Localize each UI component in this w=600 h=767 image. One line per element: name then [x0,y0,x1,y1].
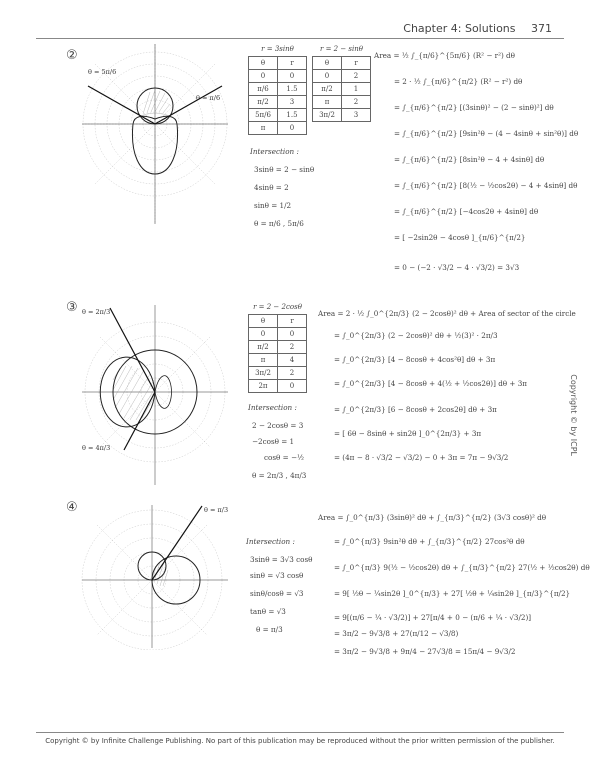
table-cell: 1 [342,83,371,96]
math-line: Area = 2 · ½ ∫_0^{2π/3} (2 − 2cosθ)² dθ + Area of sector of the circle [318,309,576,318]
theta-label: θ = 5π/6 [88,68,117,76]
math-line: = [ −2sin2θ − 4cosθ ]_{π/6}^{π/2} [394,233,526,242]
theta-label: θ = π/3 [204,506,229,514]
table-cell: 1.5 [278,83,307,96]
math-line: = ∫_0^{π/3} 9sin²θ dθ + ∫_{π/3}^{π/2} 27cos²θ dθ [334,537,525,546]
intersection-heading: Intersection : [246,537,295,546]
table-cell: 3 [342,109,371,122]
math-line: tanθ = √3 [250,607,286,616]
math-line: = ∫_{π/6}^{π/2} [−4cos2θ + 4sinθ] dθ [394,207,539,216]
table-cell: 3π/2 [249,367,278,380]
table-cell: 0 [278,122,307,135]
math-line: = ∫_{π/6}^{π/2} [8(½ − ½cos2θ) − 4 + 4sinθ] dθ [394,181,578,190]
polar-graph-problem-2 [80,44,230,234]
footer-rule [36,732,564,733]
table-cell: π/2 [249,341,278,354]
problem-number-2: ② [66,48,78,63]
footer-copyright: Copyright © by Infinite Challenge Publishing. No part of this publication may be reproduced without the prior written permission of the publisher. [45,737,555,745]
table-head: θ [249,57,278,70]
math-line: 3sinθ = 2 − sinθ [254,165,315,174]
intersection-work-2 [250,148,370,248]
theta-label: θ = π/6 [196,94,221,102]
intersection-work-3 [248,404,328,494]
math-line: = ∫_0^{2π/3} (2 − 2cosθ)² dθ + ½(3)² · 2π/3 [334,331,498,340]
value-table-2-minus-sin [312,45,371,122]
table-cell: 0 [249,328,278,341]
intersection-work-4 [246,538,326,648]
problem-number-4: ④ [66,500,78,515]
math-line: 2 − 2cosθ = 3 [252,421,304,430]
math-line: −2cosθ = 1 [252,437,295,446]
math-line: cosθ = −½ [264,453,304,462]
polar-graph-problem-3 [80,300,230,490]
header-rule [36,38,564,39]
table-head: θ [249,315,278,328]
math-line: 4sinθ = 2 [254,183,289,192]
table-cell: π [249,354,278,367]
math-line: = ∫_{π/6}^{π/2} [8sin²θ − 4 + 4sinθ] dθ [394,155,545,164]
table-cell: 3 [278,96,307,109]
theta-label: θ = 2π/3 [82,308,111,316]
math-line: = [ 6θ − 8sinθ + sin2θ ]_0^{2π/3} + 3π [334,429,482,438]
table-cell: 5π/6 [249,109,278,122]
math-line: = 9[(π/6 − ¼ · √3/2)] + 27[π/4 + 0 − (π/6 + ¼ · √3/2)] [334,613,532,622]
table-head: θ [313,57,342,70]
math-line: θ = 2π/3 , 4π/3 [252,471,307,480]
intersection-heading: Intersection : [250,147,299,156]
page-number: 371 [531,22,552,35]
math-line: = 3π/2 − 9√3/8 + 9π/4 − 27√3/8 = 15π/4 − 9√3/2 [334,647,516,656]
table-caption: r = 2 − sinθ [320,45,363,53]
math-line: sinθ = √3 cosθ [250,571,304,580]
math-line: sinθ = 1/2 [254,201,292,210]
table-cell: π/2 [313,83,342,96]
side-copyright: Copyright © by ICPL [569,374,578,456]
table-cell: π [313,96,342,109]
polar-graph-problem-4 [80,500,230,650]
table-head: r [278,315,307,328]
table-head: r [278,57,307,70]
table-cell: 2 [342,70,371,83]
table-cell: 2 [278,341,307,354]
value-table-2-minus-2cos [248,303,307,393]
intersection-heading: Intersection : [248,403,297,412]
math-line: = ∫_{π/6}^{π/2} [9sin²θ − (4 − 4sinθ + sin²θ)] dθ [394,129,579,138]
table-cell: π [249,122,278,135]
value-table-3sin [248,45,307,135]
table-caption: r = 2 − 2cosθ [253,303,302,311]
math-line: = (4π − 8 · √3/2 − √3/2) − 0 + 3π = 7π − 9√3/2 [334,453,509,462]
table-cell: 2 [278,367,307,380]
math-line: = ∫_0^{2π/3} [4 − 8cosθ + 4cos²θ] dθ + 3π [334,355,496,364]
math-line: Area = ∫_0^{π/3} (3sinθ)² dθ + ∫_{π/3}^{π/2} (3√3 cosθ)² dθ [318,513,547,522]
problem-number-3: ③ [66,300,78,315]
table-cell: π/2 [249,96,278,109]
table-cell: 0 [278,328,307,341]
area-work-2 [374,51,579,282]
table-cell: 2 [342,96,371,109]
table-cell: 1.5 [278,109,307,122]
theta-label: θ = 4π/3 [82,444,111,452]
table-cell: 3π/2 [313,109,342,122]
math-line: θ = π/3 [256,625,283,634]
math-line: 3sinθ = 3√3 cosθ [250,555,313,564]
table-cell: 0 [278,380,307,393]
table-cell: 4 [278,354,307,367]
math-line: = ∫_0^{2π/3} [6 − 8cosθ + 2cos2θ] dθ + 3π [334,405,497,414]
math-line: = 3π/2 − 9√3/8 + 27(π/12 − √3/8) [334,629,459,638]
math-line: = 9[ ½θ − ¼sin2θ ]_0^{π/3} + 27[ ½θ + ¼sin2θ ]_{π/3}^{π/2} [334,589,571,598]
table-head: r [342,57,371,70]
math-line: θ = π/6 , 5π/6 [254,219,304,228]
math-line: = ∫_0^{2π/3} [4 − 8cosθ + 4(½ + ½cos2θ)] dθ + 3π [334,379,528,388]
math-line: Area = ½ ∫_{π/6}^{5π/6} (R² − r²) dθ [374,51,515,60]
area-work-4 [318,513,590,664]
math-line: sinθ/cosθ = √3 [250,589,304,598]
math-line: = 0 − (−2 · √3/2 − 4 · √3/2) = 3√3 [394,263,520,272]
table-cell: π/6 [249,83,278,96]
table-cell: 0 [249,70,278,83]
math-line: = ∫_0^{π/3} 9(½ − ½cos2θ) dθ + ∫_{π/3}^{π/2} 27(½ + ½cos2θ) dθ [334,563,590,572]
page-header [391,22,552,35]
table-cell: 0 [313,70,342,83]
math-line: = ∫_{π/6}^{π/2} [(3sinθ)² − (2 − sinθ)²] dθ [394,103,554,112]
math-line: = 2 · ½ ∫_{π/6}^{π/2} (R² − r²) dθ [394,77,523,86]
table-caption: r = 3sinθ [261,45,294,53]
table-cell: 0 [278,70,307,83]
table-cell: 2π [249,380,278,393]
chapter-title: Chapter 4: Solutions [403,22,516,35]
